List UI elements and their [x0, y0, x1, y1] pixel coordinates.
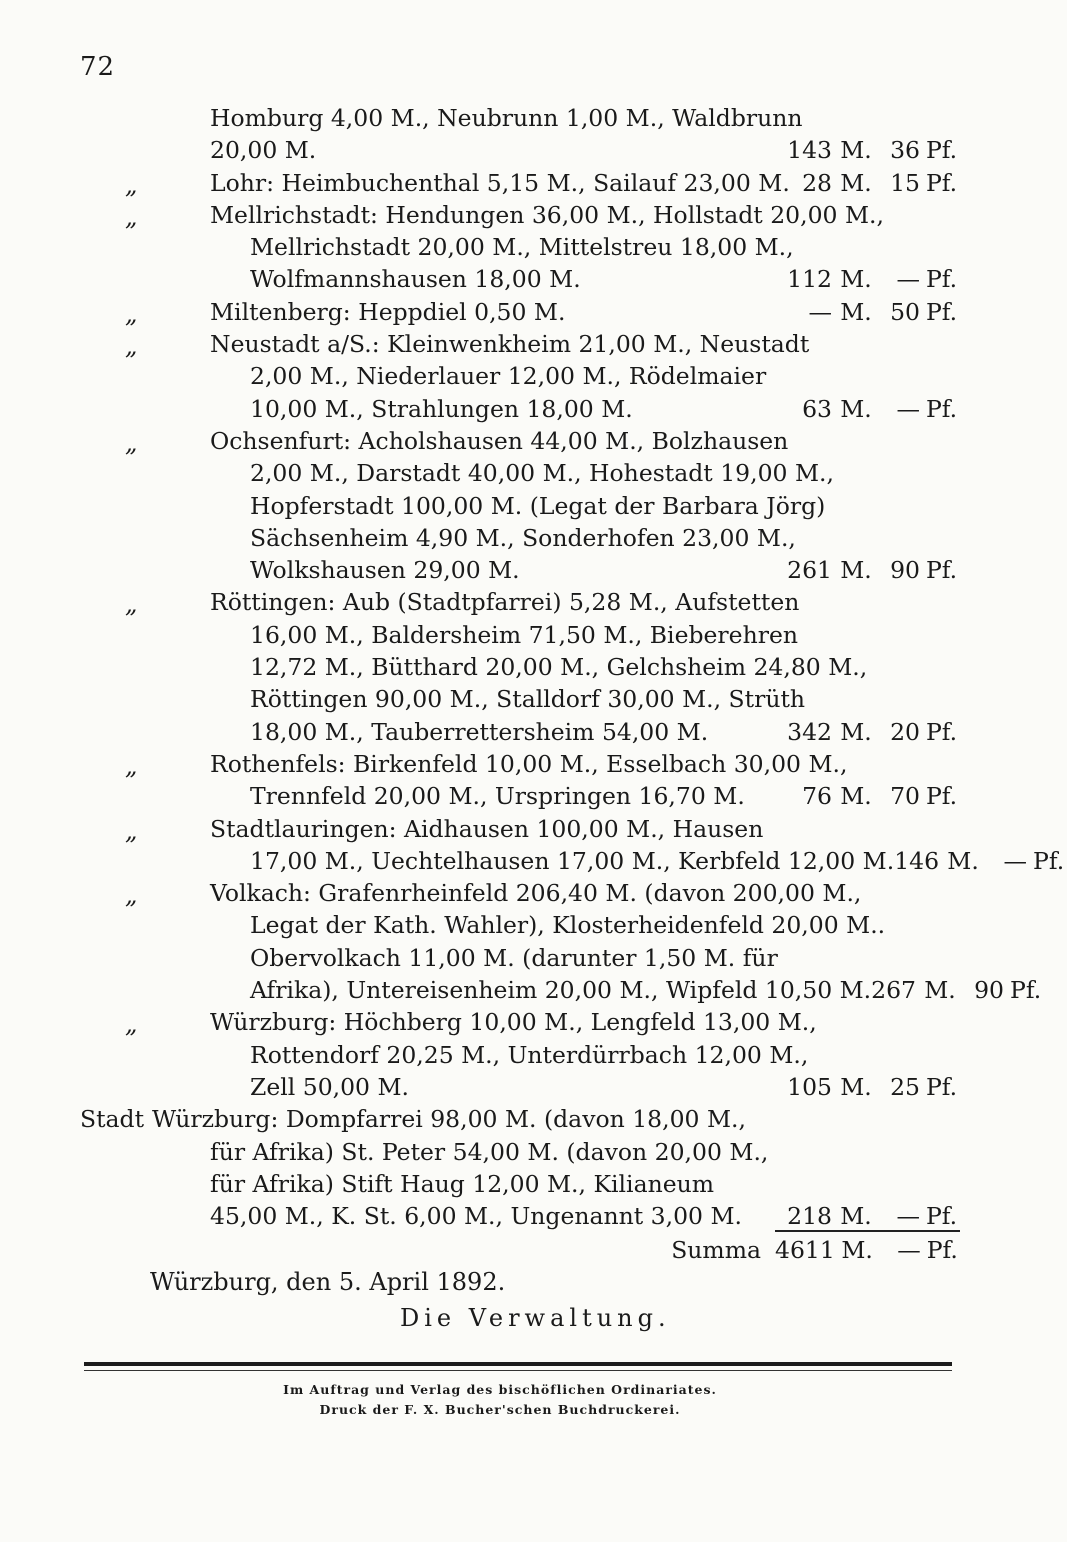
- footer-rule-thin: [84, 1370, 952, 1371]
- entry-text-content: 16,00 M., Baldersheim 71,50 M., Bieberehren: [250, 620, 798, 649]
- amount-mark-unit: M.: [840, 265, 872, 294]
- entry-text-content: 12,72 M., Bütthard 20,00 M., Gelchsheim 24,80 M.,: [250, 653, 868, 682]
- entry-text: [210, 104, 960, 132]
- entry-text: [210, 1202, 775, 1230]
- footer-publisher: Im Auftrag und Verlag des bischöflichen Ordinariates.: [283, 1382, 717, 1397]
- entry-text: [250, 718, 775, 746]
- entry-line: [210, 879, 960, 911]
- entry-line: [210, 1073, 960, 1105]
- amount: [775, 782, 960, 810]
- amount: [894, 847, 1067, 875]
- amount-mark: 4611: [775, 1236, 835, 1265]
- entry-line: [210, 815, 960, 847]
- amount: [775, 1073, 960, 1101]
- summa-label: Summa: [671, 1236, 761, 1265]
- entry-line: [210, 298, 960, 330]
- ditto-mark: „: [125, 751, 138, 780]
- entry-text-content: 2,00 M., Darstadt 40,00 M., Hohestadt 19,00 M.,: [250, 459, 834, 488]
- entry-text: [210, 1008, 960, 1036]
- amount-mark-unit: M.: [840, 136, 872, 165]
- entry-text-content: Mellrichstadt 20,00 M., Mittelstreu 18,00 M.,: [250, 233, 794, 262]
- footer-rule-thick: [84, 1362, 952, 1366]
- amount-mark: 28: [802, 168, 832, 197]
- place-date: Würzburg, den 5. April 1892.: [150, 1268, 506, 1296]
- amount-pfennig-unit: Pf.: [926, 717, 958, 746]
- entry-text-content: Würzburg: Höchberg 10,00 M., Lengfeld 13,00 M.,: [210, 1008, 817, 1037]
- entry-text-content: Obervolkach 11,00 M. (darunter 1,50 M. für: [250, 943, 778, 972]
- entry-line: [80, 1138, 960, 1170]
- entry-text-content: Miltenberg: Heppdiel 0,50 M.: [210, 297, 566, 326]
- amount-mark-unit: M.: [841, 1236, 873, 1265]
- entry: [80, 1105, 960, 1234]
- stadt-label: Stadt: [80, 1105, 145, 1134]
- entry-line: [210, 169, 960, 201]
- entry-text-content: Mellrichstadt: Hendungen 36,00 M., Hollstadt 20,00 M.,: [210, 200, 884, 229]
- ditto-mark: „: [125, 1010, 138, 1039]
- entry: [125, 168, 960, 201]
- entry-text: [250, 944, 960, 972]
- amount-mark-unit: M.: [840, 556, 872, 585]
- amount-pfennig: —: [896, 265, 920, 294]
- ditto-mark: „: [125, 299, 138, 328]
- amount-pfennig-unit: Pf.: [926, 782, 958, 811]
- amount-mark: 342: [787, 717, 832, 746]
- amount: [775, 265, 960, 293]
- entry-text-content: Wolfmannshausen 18,00 M.: [250, 265, 581, 294]
- ditto-mark: „: [125, 170, 138, 199]
- entry-text: [210, 1138, 960, 1166]
- amount-pfennig: 25: [890, 1072, 920, 1101]
- entry-text: [210, 427, 960, 455]
- entry-line: [210, 621, 960, 653]
- entry-line: [210, 492, 960, 524]
- entry-text: [210, 136, 775, 164]
- amount-pfennig-unit: Pf.: [926, 297, 958, 326]
- entry-text: [250, 782, 775, 810]
- amount-mark-unit: M.: [924, 976, 956, 1005]
- entry-text: [210, 201, 960, 229]
- entry-text: [250, 621, 960, 649]
- entry: [210, 104, 960, 169]
- amount-pfennig: 15: [890, 168, 920, 197]
- amount-pfennig-unit: Pf.: [926, 1072, 958, 1101]
- entry-text-content: Hopferstadt 100,00 M. (Legat der Barbara Jörg): [250, 491, 826, 520]
- entry-text-content: Sächsenheim 4,90 M., Sonderhofen 23,00 M.,: [250, 523, 796, 552]
- entry-text: [250, 556, 775, 584]
- entry-text-content: Röttingen: Aub (Stadtpfarrei) 5,28 M., Aufstetten: [210, 588, 800, 617]
- entry-text: [210, 1170, 960, 1198]
- entry: [125, 200, 960, 298]
- amount-pfennig-unit: Pf.: [926, 168, 958, 197]
- amount-mark-unit: M.: [947, 846, 979, 875]
- entry-text-content: 18,00 M., Tauberrettersheim 54,00 M.: [250, 717, 709, 746]
- amount-mark: 218: [787, 1202, 832, 1231]
- amount-mark: 261: [787, 556, 832, 585]
- entry-text: [250, 524, 960, 552]
- entry-text-content: Homburg 4,00 M., Neubrunn 1,00 M., Waldbrunn: [210, 104, 803, 132]
- page-number: 72: [80, 52, 116, 82]
- ditto-mark: „: [125, 590, 138, 619]
- amount-mark: 76: [802, 782, 832, 811]
- entry-line: [210, 1041, 960, 1073]
- summa-amount: [775, 1236, 960, 1264]
- entry-text: [250, 976, 871, 1004]
- amount-mark: 63: [802, 394, 832, 423]
- amount: [775, 395, 960, 423]
- entry-line: [210, 685, 960, 717]
- entry-text-content: Zell 50,00 M.: [250, 1072, 410, 1101]
- entry-line: [210, 1008, 960, 1040]
- entry-text-content: Ochsenfurt: Acholshausen 44,00 M., Bolzhausen: [210, 426, 789, 455]
- entry-line: [210, 750, 960, 782]
- amount-mark-unit: M.: [840, 782, 872, 811]
- entry-line: [210, 362, 960, 394]
- entry-text-content: 2,00 M., Niederlauer 12,00 M., Rödelmaier: [250, 362, 767, 391]
- entry-text: [210, 298, 775, 326]
- amount-pfennig-unit: Pf.: [926, 1202, 958, 1231]
- entry-text: [210, 815, 960, 843]
- entry-text: [250, 233, 960, 261]
- amount-mark: 143: [787, 136, 832, 165]
- amount-mark-unit: M.: [840, 1072, 872, 1101]
- entry-text: [250, 847, 894, 875]
- entry-text-content: Röttingen 90,00 M., Stalldorf 30,00 M., Strüth: [250, 685, 806, 714]
- entry-text-content: für Afrika) Stift Haug 12,00 M., Kilianeum: [210, 1169, 715, 1198]
- amount-mark-unit: M.: [840, 1202, 872, 1231]
- entry-text-content: Würzburg: Dompfarrei 98,00 M. (davon 18,00 M.,: [152, 1105, 746, 1134]
- summa-line: [80, 1236, 960, 1270]
- entry-line: [210, 846, 1065, 879]
- entry-text-content: Stadtlauringen: Aidhausen 100,00 M., Hausen: [210, 814, 764, 843]
- entry-line: [80, 1202, 960, 1234]
- footer-printer: Druck der F. X. Bucher'schen Buchdruckerei.: [319, 1402, 681, 1417]
- entry-line: [210, 718, 960, 750]
- entry-text: [250, 1041, 960, 1069]
- entry-line: [210, 588, 960, 620]
- entry-line: [80, 1105, 960, 1137]
- entry-text: [250, 265, 775, 293]
- entry-line: [210, 524, 960, 556]
- entry-text: [80, 1105, 960, 1133]
- amount-pfennig-unit: Pf.: [1010, 976, 1042, 1005]
- amount: [775, 718, 960, 746]
- entry-text: [250, 911, 960, 939]
- contribution-list: [80, 104, 1065, 1270]
- amount-pfennig: —: [896, 1202, 920, 1231]
- entry-line: [210, 911, 960, 943]
- entry-text: [210, 169, 790, 197]
- entry-line: [210, 136, 960, 168]
- signature: Die Verwaltung.: [400, 1304, 671, 1332]
- entry-text: [250, 685, 960, 713]
- entry-text-content: Lohr: Heimbuchenthal 5,15 M., Sailauf 23,00 M.: [210, 168, 790, 197]
- amount-mark-unit: M.: [840, 297, 872, 326]
- entry-text: [210, 750, 960, 778]
- entry: [125, 879, 1042, 1008]
- entry-text-content: Afrika), Untereisenheim 20,00 M., Wipfeld 10,50 M.: [250, 976, 872, 1005]
- amount: [775, 136, 960, 164]
- amount-pfennig-unit: Pf.: [926, 136, 958, 165]
- amount-mark-unit: M.: [840, 717, 872, 746]
- entry-text: [210, 879, 960, 907]
- entry: [125, 588, 960, 749]
- entry-text-content: Rottendorf 20,25 M., Unterdürrbach 12,00 M.,: [250, 1040, 809, 1069]
- amount-pfennig: —: [897, 1236, 921, 1265]
- entry-line: [210, 976, 1042, 1008]
- amount-pfennig: 36: [890, 136, 920, 165]
- entry-text-content: 20,00 M.: [210, 136, 317, 165]
- amount-pfennig-unit: Pf.: [926, 556, 958, 585]
- entry: [125, 297, 960, 330]
- ditto-mark: „: [125, 332, 138, 361]
- entry-text-content: Rothenfels: Birkenfeld 10,00 M., Esselbach 30,00 M.,: [210, 749, 848, 778]
- entry-line: [210, 395, 960, 427]
- entry-line: [210, 944, 960, 976]
- entry-line: [210, 653, 960, 685]
- entry-line: [210, 459, 960, 491]
- ditto-mark: „: [125, 202, 138, 231]
- entry-text: [250, 653, 960, 681]
- amount-pfennig-unit: Pf.: [926, 1236, 958, 1265]
- entry-text-content: 17,00 M., Uechtelhausen 17,00 M., Kerbfeld 12,00 M.: [250, 846, 895, 875]
- entry-text-content: 45,00 M., K. St. 6,00 M., Ungenannt 3,00 M.: [210, 1202, 743, 1231]
- amount: [775, 556, 960, 584]
- amount-mark: 112: [787, 265, 832, 294]
- entry: [125, 330, 960, 427]
- amount-pfennig: —: [896, 394, 920, 423]
- entry-line: [210, 782, 960, 814]
- amount-pfennig: 20: [890, 717, 920, 746]
- entry-text: [210, 330, 960, 358]
- amount-mark: 267: [871, 976, 917, 1005]
- entry-text: [210, 588, 960, 616]
- amount-pfennig: 90: [890, 556, 920, 585]
- entry: [125, 814, 1065, 880]
- entry-text-content: Wolkshausen 29,00 M.: [250, 556, 520, 585]
- entry-text: [250, 362, 960, 390]
- amount-pfennig: 90: [974, 976, 1005, 1005]
- entry-text-content: Legat der Kath. Wahler), Klosterheidenfeld 20,00 M..: [250, 911, 886, 940]
- amount-pfennig: 70: [890, 782, 920, 811]
- entry: [125, 749, 960, 815]
- amount-pfennig-unit: Pf.: [926, 394, 958, 423]
- ditto-mark: „: [125, 881, 138, 910]
- amount-mark: —: [808, 297, 832, 326]
- entry-text: [250, 395, 775, 423]
- entry-line: [210, 104, 960, 136]
- entry: [125, 1008, 960, 1105]
- amount-pfennig: 50: [890, 297, 920, 326]
- entry-line: [80, 1170, 960, 1202]
- amount: [790, 169, 960, 197]
- entry-text-content: Neustadt a/S.: Kleinwenkheim 21,00 M., Neustadt: [210, 330, 810, 359]
- entry: [125, 426, 960, 588]
- amount-pfennig-unit: Pf.: [926, 265, 958, 294]
- entry-text: [250, 459, 960, 487]
- entry-text: [250, 492, 960, 520]
- ditto-mark: „: [125, 428, 138, 457]
- entry-text-content: 10,00 M., Strahlungen 18,00 M.: [250, 394, 633, 423]
- amount: [775, 298, 960, 326]
- amount-pfennig-unit: Pf.: [1033, 846, 1065, 875]
- amount: [775, 1202, 960, 1232]
- entry-text-content: Trennfeld 20,00 M., Urspringen 16,70 M.: [250, 782, 745, 811]
- amount-mark: 105: [787, 1072, 832, 1101]
- entry-line: [210, 201, 960, 233]
- entry-text: [250, 1073, 775, 1101]
- entry-line: [210, 427, 960, 459]
- entry-line: [210, 556, 960, 588]
- entry-line: [210, 265, 960, 297]
- amount-mark-unit: M.: [840, 394, 872, 423]
- ditto-mark: „: [125, 816, 138, 845]
- entry-line: [210, 233, 960, 265]
- entry-text-content: Volkach: Grafenrheinfeld 206,40 M. (davon 200,00 M.,: [210, 879, 862, 908]
- amount-mark: 146: [894, 846, 940, 875]
- entry-text-content: für Afrika) St. Peter 54,00 M. (davon 20,00 M.,: [210, 1137, 769, 1166]
- entry-line: [210, 330, 960, 362]
- amount: [871, 976, 1044, 1004]
- amount-mark-unit: M.: [840, 168, 872, 197]
- amount-pfennig: —: [1003, 846, 1028, 875]
